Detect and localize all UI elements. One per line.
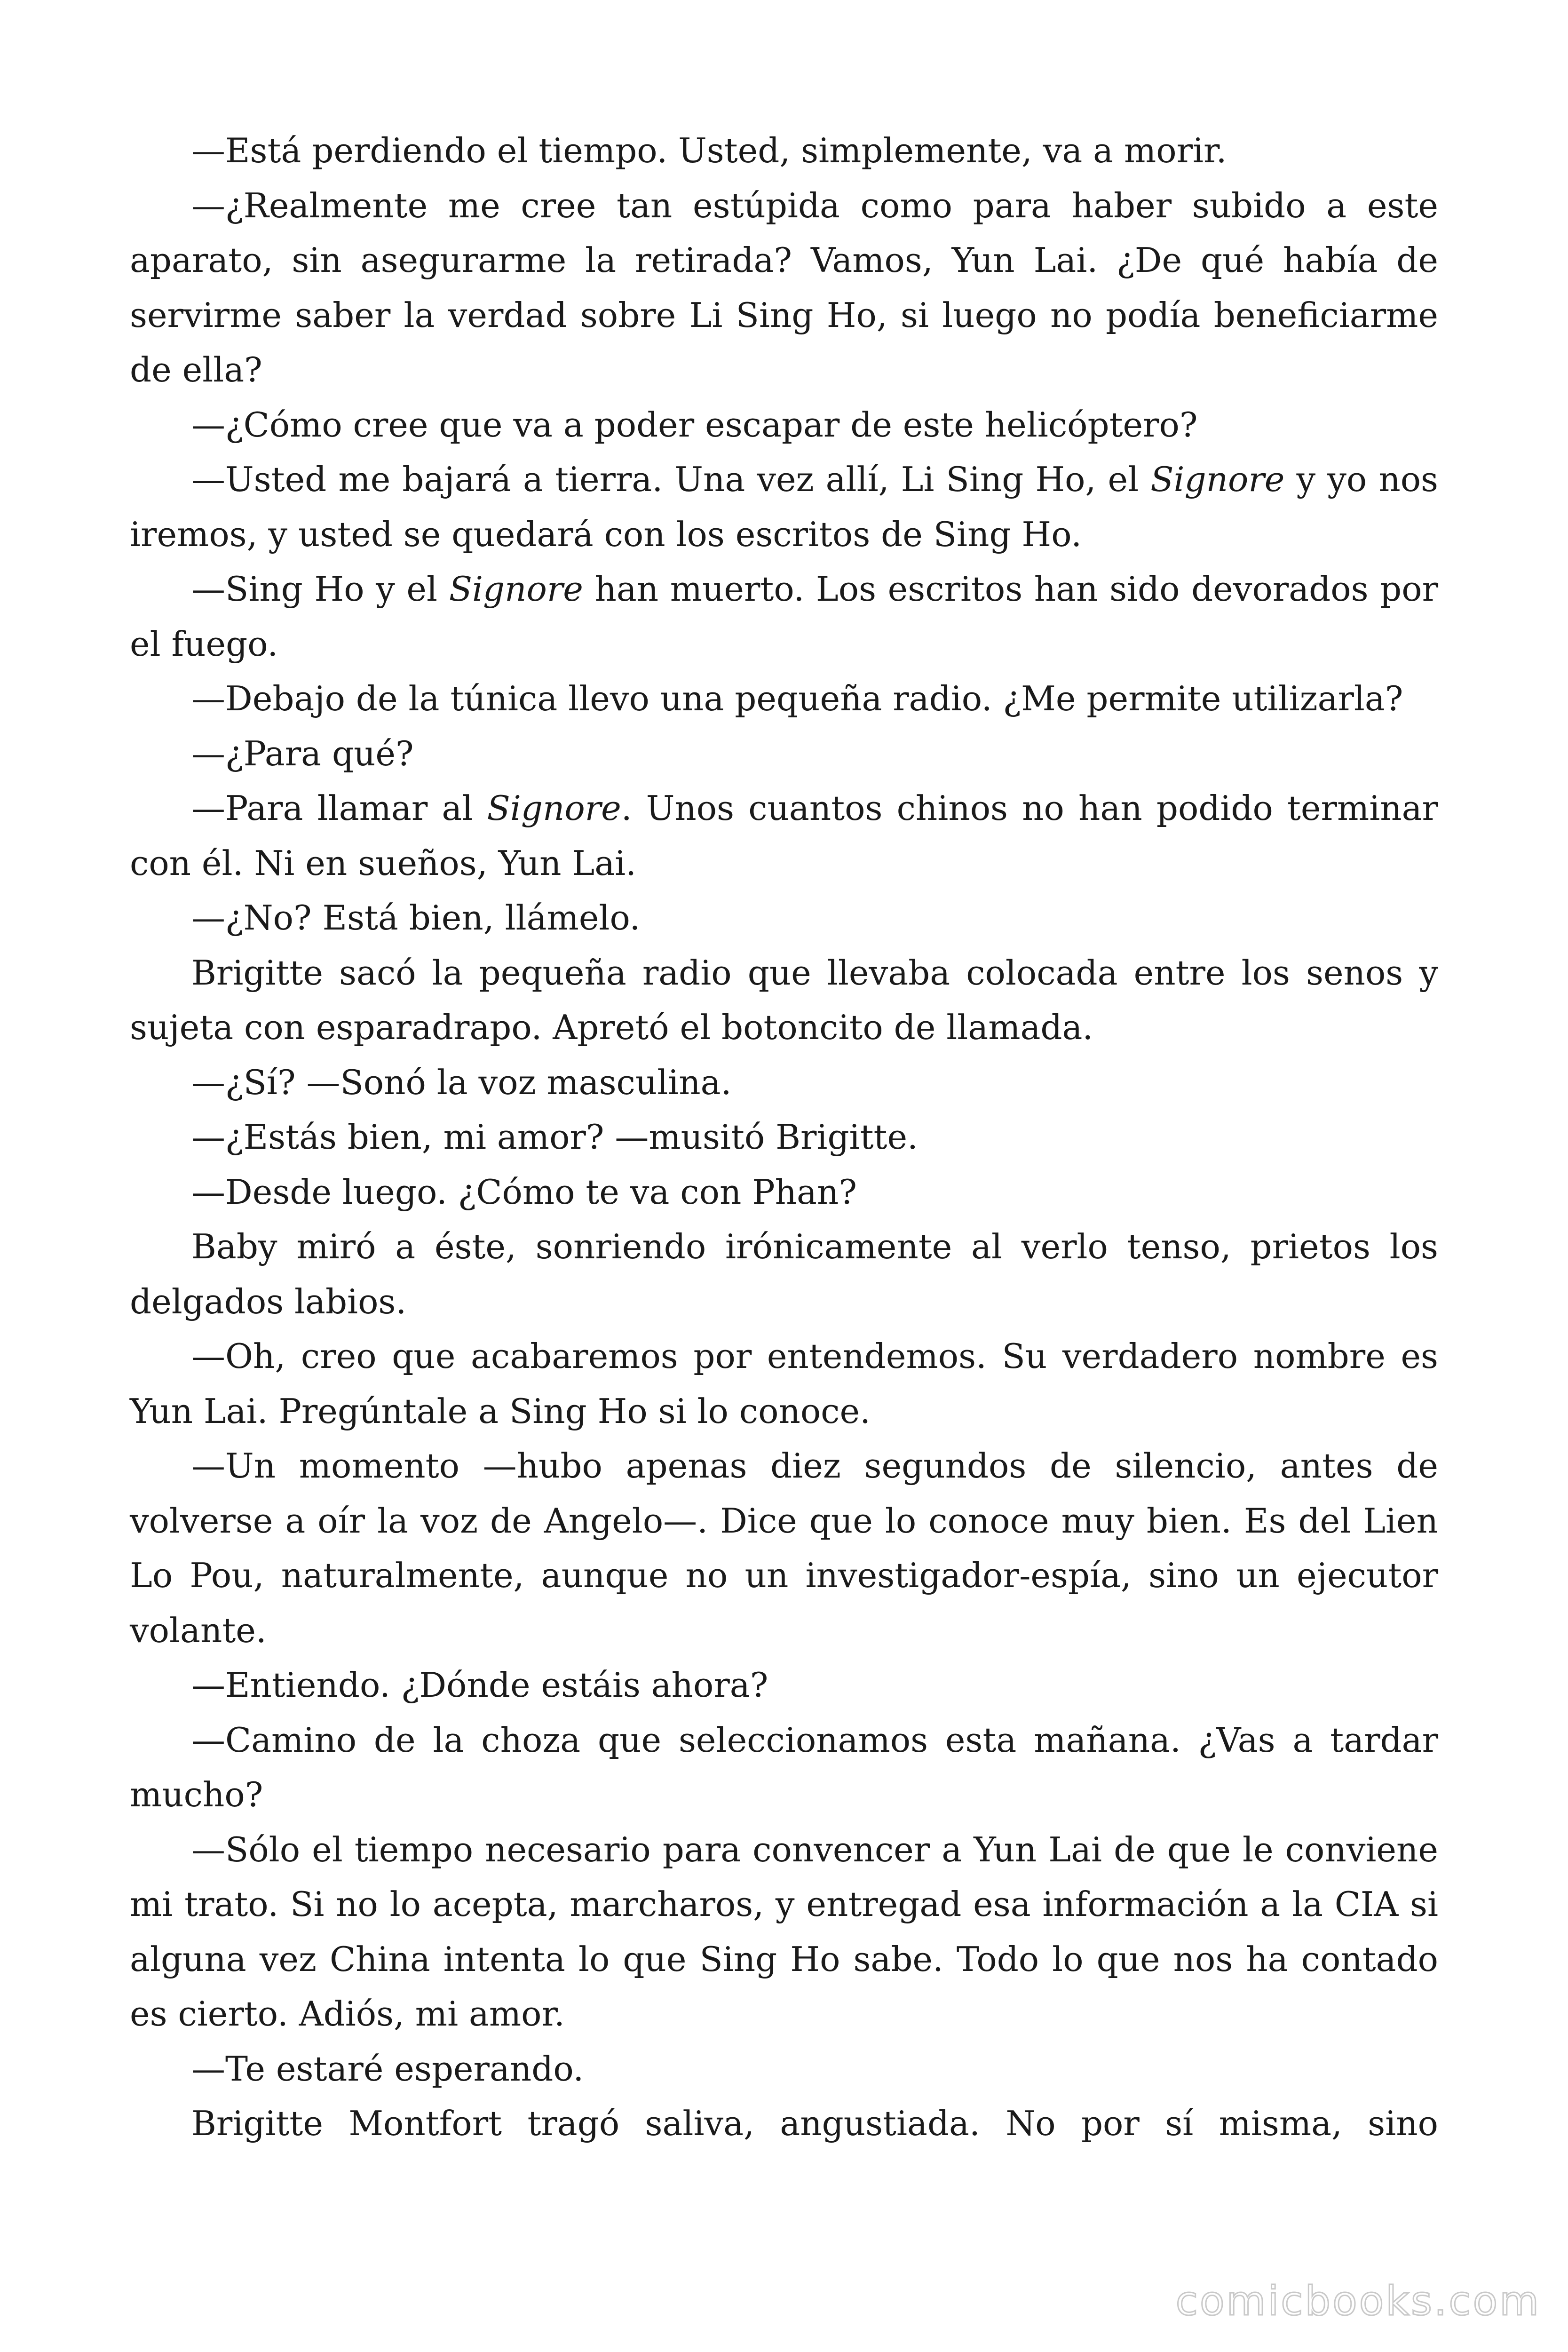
paragraph xyxy=(130,1110,1438,1165)
paragraph xyxy=(130,1438,1438,1658)
text-run: —Sing Ho y el xyxy=(191,569,449,609)
paragraph xyxy=(130,1165,1438,1220)
text-run: —¿Realmente me cree tan estúpida como para haber subido a este aparato, sin asegurarme la retirada? Vamos, Yun Lai. ¿De qué había de servirme saber la verdad sobre Li Sing Ho, si luego no podía beneficiarme de ella? xyxy=(130,185,1438,389)
paragraph xyxy=(130,397,1438,453)
paragraph-last xyxy=(130,2096,1438,2151)
paragraph xyxy=(130,2042,1438,2097)
paragraph xyxy=(130,562,1438,671)
text-run: —Está perdiendo el tiempo. Usted, simplemente, va a morir. xyxy=(191,131,1227,170)
paragraph xyxy=(130,1329,1438,1438)
text-run: han muerto. Los escritos han sido devorados por el fuego. xyxy=(130,569,1438,664)
text-run: —¿Para qué? xyxy=(191,733,414,773)
watermark-logo: comicbooks.com xyxy=(1175,2278,1541,2325)
text-run: —¿Sí? —Sonó la voz masculina. xyxy=(191,1062,732,1102)
paragraph xyxy=(130,1219,1438,1329)
page-text xyxy=(130,123,1438,2151)
paragraph xyxy=(130,1658,1438,1713)
paragraph xyxy=(130,726,1438,781)
paragraph xyxy=(130,452,1438,562)
text-run: —Sólo el tiempo necesario para convencer a Yun Lai de que le conviene mi trato. Si no lo acepta, marcharos, y entregad esa información a la CIA si alguna vez China intenta lo que Sing Ho sabe. Todo lo que nos ha contado es cierto. Adiós, mi amor. xyxy=(130,1829,1438,2034)
paragraph xyxy=(130,1822,1438,2042)
text-run: —¿Cómo cree que va a poder escapar de este helicóptero? xyxy=(191,405,1198,445)
text-run: —Para llamar al xyxy=(191,788,487,828)
text-run: —¿No? Está bien, llámelo. xyxy=(191,898,641,938)
text-run: Baby miró a éste, sonriendo irónicamente al verlo tenso, prietos los delgados labios. xyxy=(130,1227,1438,1321)
text-run: —Usted me bajará a tierra. Una vez allí, Li Sing Ho, el xyxy=(191,460,1151,499)
text-run: —Camino de la choza que seleccionamos esta mañana. ¿Vas a tardar mucho? xyxy=(130,1720,1438,1814)
italic-text: Signore xyxy=(449,569,583,609)
text-run: y yo nos iremos, y usted se quedará con los escritos de Sing Ho. xyxy=(130,460,1438,554)
paragraph xyxy=(130,1713,1438,1822)
text-run: —Debajo de la túnica llevo una pequeña radio. ¿Me permite utilizarla? xyxy=(191,679,1403,718)
italic-text: Signore xyxy=(487,788,621,828)
paragraph xyxy=(130,671,1438,726)
paragraph xyxy=(130,890,1438,946)
text-run: —Desde luego. ¿Cómo te va con Phan? xyxy=(191,1172,857,1212)
paragraph xyxy=(130,1055,1438,1110)
text-run: —Te estaré esperando. xyxy=(191,2049,584,2089)
paragraph xyxy=(130,781,1438,890)
paragraph xyxy=(130,178,1438,397)
text-run: —Oh, creo que acabaremos por entendemos. Su verdadero nombre es Yun Lai. Pregúntale a Sing Ho si lo conoce. xyxy=(130,1336,1438,1431)
text-run: —¿Estás bien, mi amor? —musitó Brigitte. xyxy=(191,1117,918,1157)
text-run: —Entiendo. ¿Dónde estáis ahora? xyxy=(191,1665,768,1705)
paragraph xyxy=(130,946,1438,1055)
text-run: Brigitte sacó la pequeña radio que llevaba colocada entre los senos y sujeta con esparadrapo. Apretó el botoncito de llamada. xyxy=(130,953,1438,1047)
italic-text: Signore xyxy=(1150,460,1285,499)
paragraph xyxy=(130,123,1438,178)
text-run: Brigitte Montfort tragó saliva, angustiada. No por sí misma, sino xyxy=(191,2104,1438,2143)
text-run: —Un momento —hubo apenas diez segundos de silencio, antes de volverse a oír la voz de Angelo—. Dice que lo conoce muy bien. Es del Lien Lo Pou, naturalmente, aunque no un investigador-espía, sino un ejecutor volante. xyxy=(130,1446,1438,1650)
text-run: . Unos cuantos chinos no han podido terminar con él. Ni en sueños, Yun Lai. xyxy=(130,788,1438,883)
